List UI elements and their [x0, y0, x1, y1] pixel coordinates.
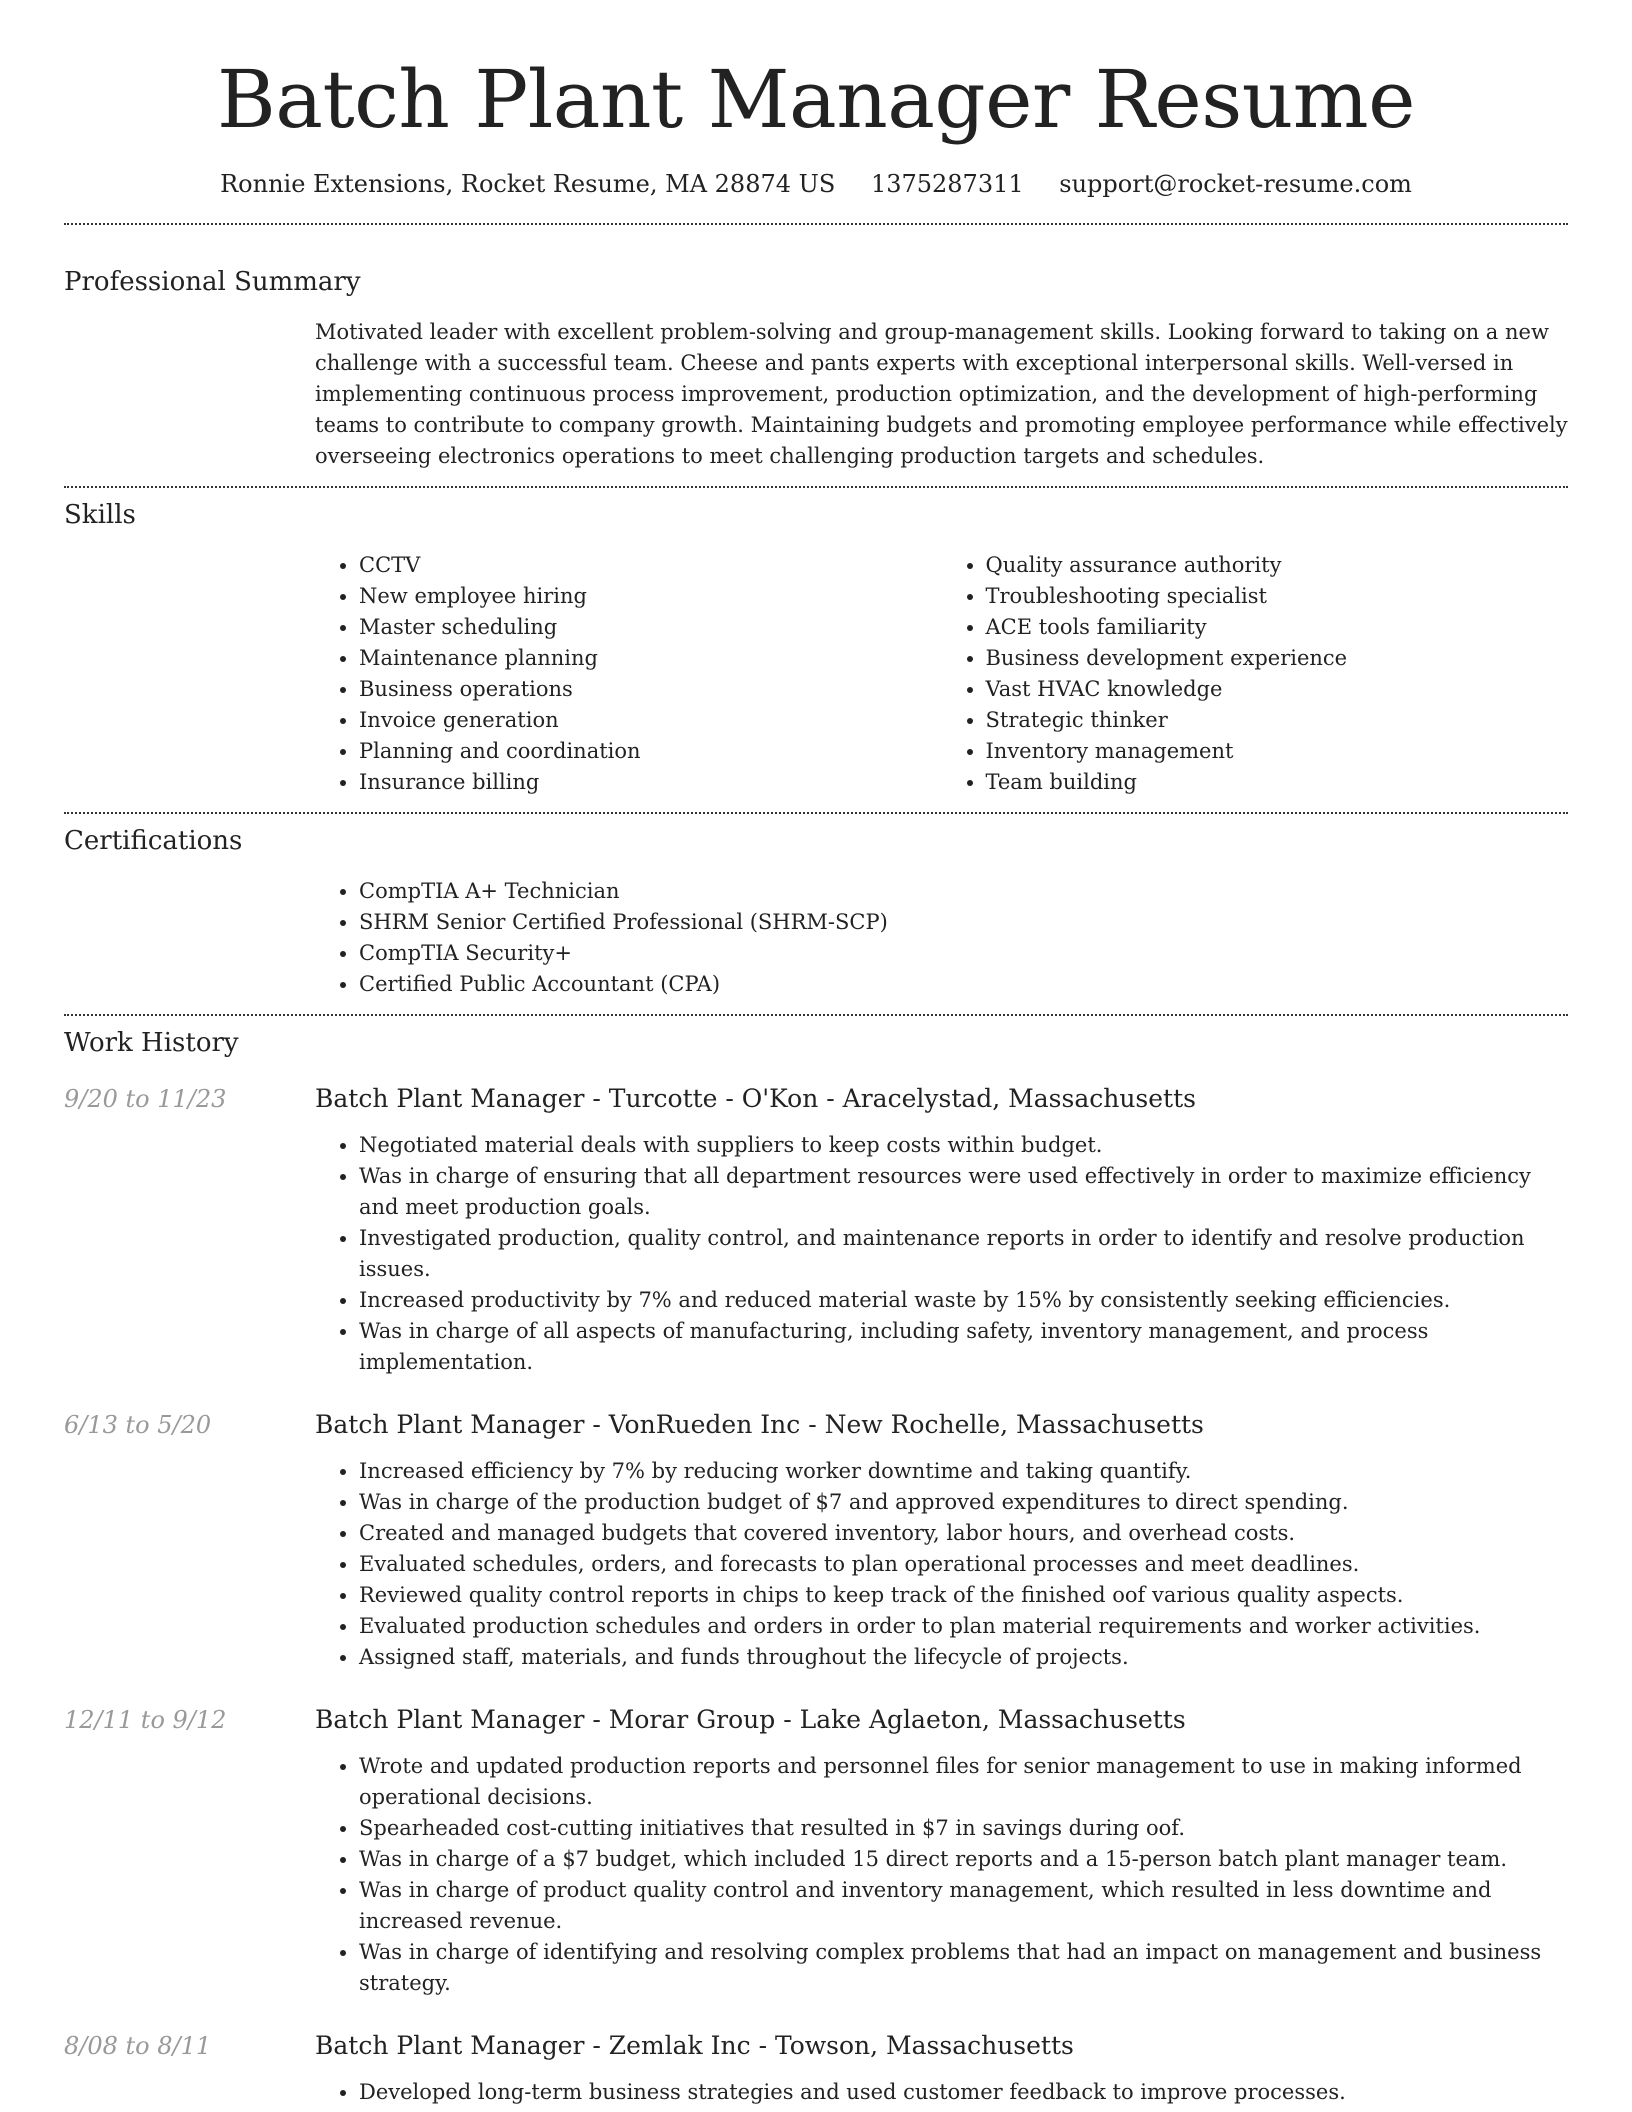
job-bullet: • Was in charge of all aspects of manufacturing, including safety, inventory management, and process implementation. [359, 1316, 1568, 1378]
certifications-heading: Certifications [64, 826, 243, 856]
divider [64, 1014, 1568, 1016]
skills-heading: Skills [64, 500, 136, 530]
certifications-section [64, 824, 1568, 1000]
skill-item: • Quality assurance authority [986, 550, 1569, 581]
job-bullet: • Investigated production, quality control, and maintenance reports in order to identify and resolve production issues. [359, 1223, 1568, 1285]
contact-line [64, 168, 1568, 200]
contact-phone: 1375287311 [870, 170, 1024, 198]
skill-item: • Business development experience [986, 643, 1569, 674]
job-bullet: • Was in charge of ensuring that all department resources were used effectively in order to maximize efficiency and meet production goals. [359, 1161, 1568, 1223]
skill-item: • Maintenance planning [359, 643, 942, 674]
job-dates: 6/13 to 5/20 [64, 1411, 212, 1439]
certification-item: • Certified Public Accountant (CPA) [359, 969, 1568, 1000]
certification-item: • CompTIA A+ Technician [359, 876, 1568, 907]
job-bullet: • Spearheaded cost-cutting initiatives that resulted in $7 in savings during oof. [359, 1813, 1568, 1844]
skills-list [315, 550, 1568, 798]
job-bullet: • Increased productivity by 7% and reduced material waste by 15% by consistently seeking efficiencies. [359, 1285, 1568, 1316]
summary-text: Motivated leader with excellent problem-solving and group-management skills. Looking forward to taking on a new challenge with a successful team. Cheese and pants experts with exceptional interpersonal skills. Well-versed in implementing continuous process improvement, production optimization, and the development of high-performing teams to contribute to company growth. Maintaining budgets and promoting employee performance while effectively overseeing electronics operations to meet challenging production targets and schedules. [315, 320, 1568, 468]
skill-item: • Vast HVAC knowledge [986, 674, 1569, 705]
job-bullets [315, 1456, 1568, 1673]
job-title: Batch Plant Manager - VonRueden Inc - New Rochelle, Massachusetts [315, 1410, 1204, 1439]
job-bullet: • Negotiated material deals with suppliers to keep costs within budget. [359, 1130, 1568, 1161]
job-bullets [315, 1130, 1568, 1378]
skill-item: • Planning and coordination [359, 736, 942, 767]
contact-email: support@rocket-resume.com [1059, 170, 1412, 198]
contact-address: Ronnie Extensions, Rocket Resume, MA 28874 US [220, 170, 836, 198]
skill-item: • Inventory management [986, 736, 1569, 767]
summary-heading: Professional Summary [64, 267, 361, 297]
job-title: Batch Plant Manager - Morar Group - Lake Aglaeton, Massachusetts [315, 1705, 1186, 1734]
certifications-list [315, 876, 1568, 1000]
job-dates: 12/11 to 9/12 [64, 1706, 227, 1734]
certification-item: • CompTIA Security+ [359, 938, 1568, 969]
job-bullet: • Assigned staff, materials, and funds throughout the lifecycle of projects. [359, 1642, 1568, 1673]
resume-page [64, 0, 1568, 2108]
skill-item: • Troubleshooting specialist [986, 581, 1569, 612]
skill-item: • Master scheduling [359, 612, 942, 643]
skill-item: • Team building [986, 767, 1569, 798]
divider [64, 223, 1568, 225]
skills-section [64, 498, 1568, 798]
skill-item: • New employee hiring [359, 581, 942, 612]
job-bullets [315, 1751, 1568, 1999]
job-entry [64, 1703, 1568, 1999]
job-bullets [315, 2077, 1568, 2108]
job-bullet: • Reviewed quality control reports in chips to keep track of the finished oof various quality aspects. [359, 1580, 1568, 1611]
skills-column-left [315, 550, 942, 798]
job-bullet: • Increased efficiency by 7% by reducing worker downtime and taking quantify. [359, 1456, 1568, 1487]
divider [64, 812, 1568, 814]
divider [64, 486, 1568, 488]
job-entry [64, 1082, 1568, 1378]
job-dates: 9/20 to 11/23 [64, 1085, 227, 1113]
job-bullet: • Was in charge of product quality control and inventory management, which resulted in less downtime and increased revenue. [359, 1875, 1568, 1937]
job-bullet: • Evaluated schedules, orders, and forecasts to plan operational processes and meet deadlines. [359, 1549, 1568, 1580]
job-dates: 8/08 to 8/11 [64, 2032, 212, 2060]
job-bullet: • Was in charge of a $7 budget, which included 15 direct reports and a 15-person batch plant manager team. [359, 1844, 1568, 1875]
job-bullet: • Was in charge of the production budget of $7 and approved expenditures to direct spending. [359, 1487, 1568, 1518]
job-bullet: • Wrote and updated production reports and personnel files for senior management to use in making informed operational decisions. [359, 1751, 1568, 1813]
job-entry [64, 1408, 1568, 1673]
work-history-heading: Work History [64, 1028, 239, 1058]
summary-section [64, 265, 1568, 472]
skill-item: • ACE tools familiarity [986, 612, 1569, 643]
skill-item: • Insurance billing [359, 767, 942, 798]
resume-title: Batch Plant Manager Resume [216, 53, 1415, 146]
job-bullet: • Created and managed budgets that covered inventory, labor hours, and overhead costs. [359, 1518, 1568, 1549]
job-bullet: • Developed long-term business strategies and used customer feedback to improve processes. [359, 2077, 1568, 2108]
skill-item: • Business operations [359, 674, 942, 705]
job-bullet: • Evaluated production schedules and orders in order to plan material requirements and worker activities. [359, 1611, 1568, 1642]
job-title: Batch Plant Manager - Zemlak Inc - Towson, Massachusetts [315, 2031, 1074, 2060]
skills-column-right [942, 550, 1569, 798]
job-entry [64, 2029, 1568, 2108]
job-bullet: • Was in charge of identifying and resolving complex problems that had an impact on management and business strategy. [359, 1937, 1568, 1999]
skill-item: • Strategic thinker [986, 705, 1569, 736]
work-history-section [64, 1026, 1568, 2108]
skill-item: • Invoice generation [359, 705, 942, 736]
skill-item: • CCTV [359, 550, 942, 581]
job-title: Batch Plant Manager - Turcotte - O'Kon - Aracelystad, Massachusetts [315, 1084, 1196, 1113]
certification-item: • SHRM Senior Certified Professional (SHRM-SCP) [359, 907, 1568, 938]
